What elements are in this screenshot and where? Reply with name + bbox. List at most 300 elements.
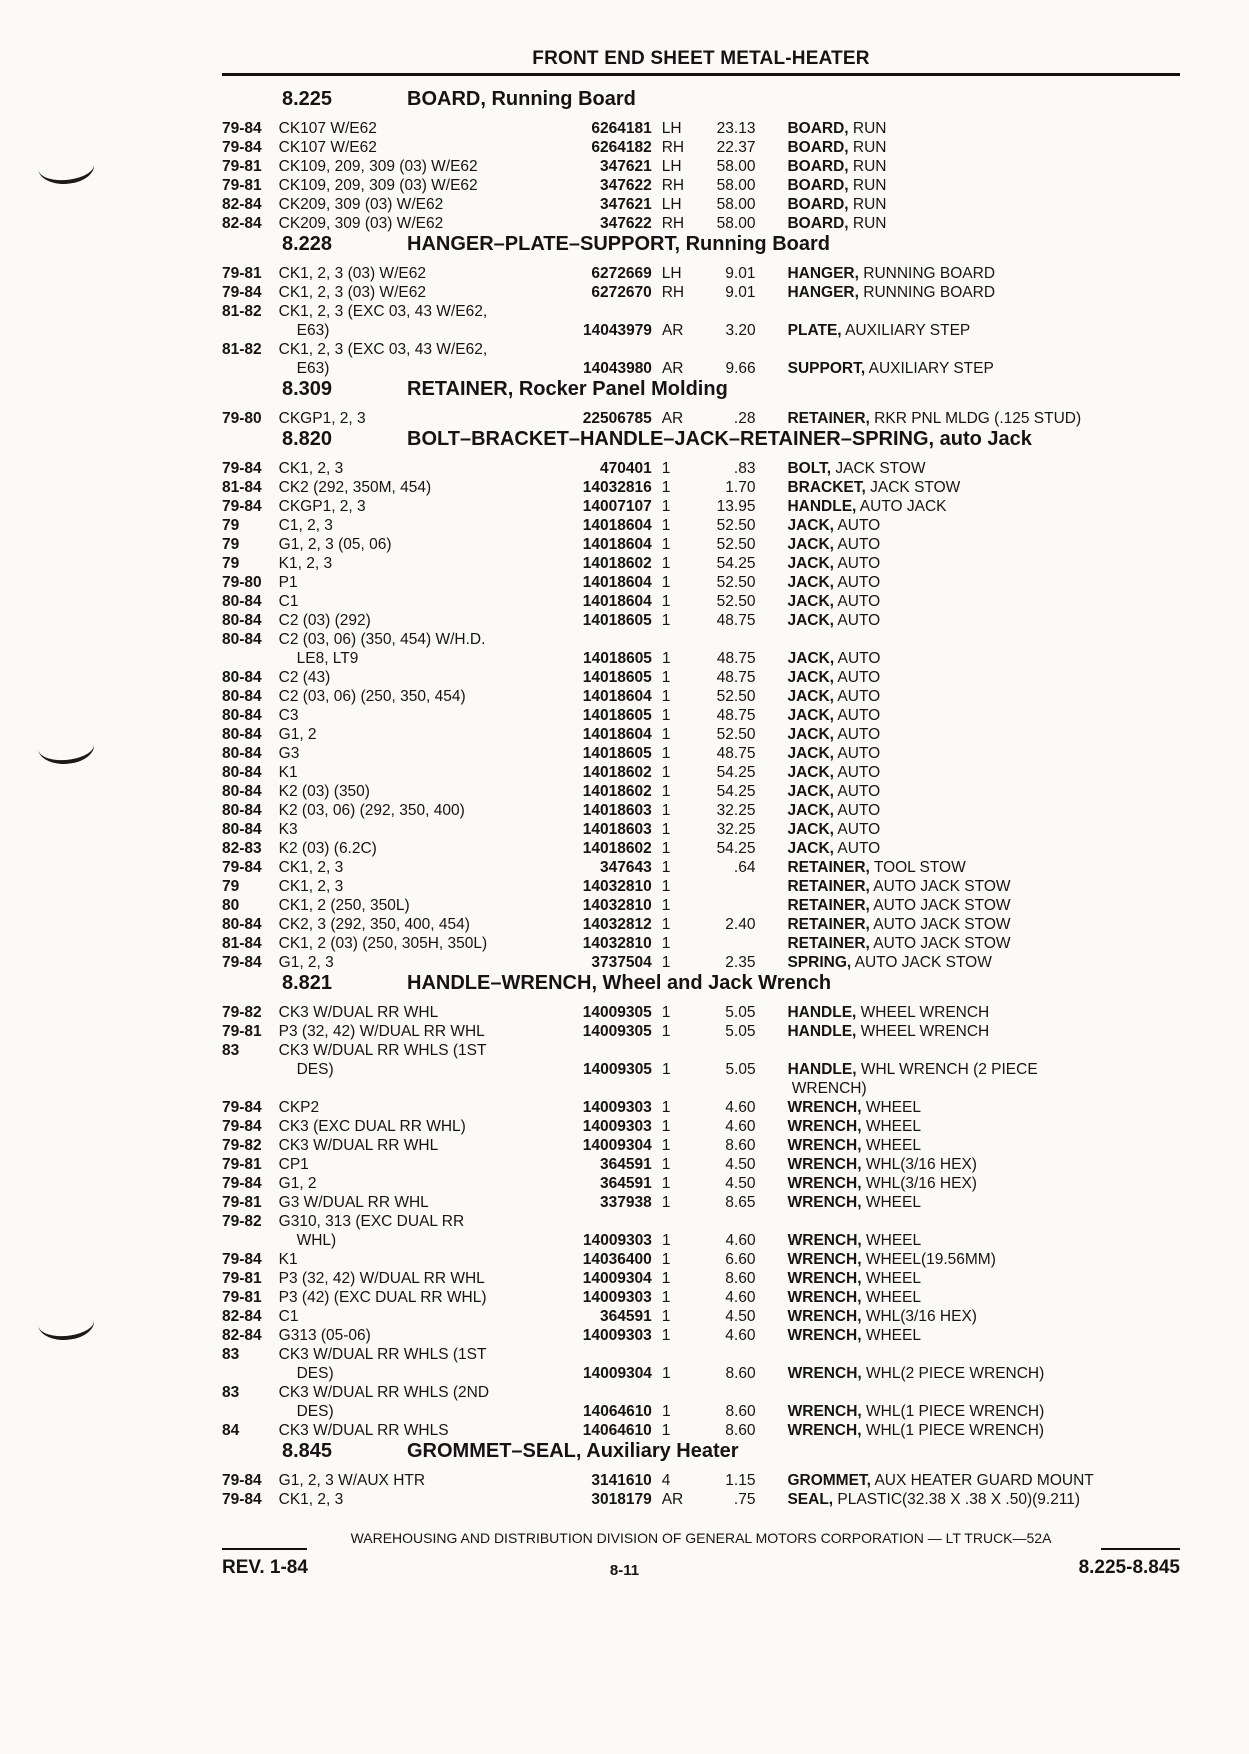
description-text: AUTO bbox=[837, 745, 881, 762]
quantity: 1 bbox=[661, 1156, 671, 1173]
description-text: AUTO JACK STOW bbox=[854, 954, 992, 971]
description-text: AUTO JACK STOW bbox=[873, 916, 1011, 933]
part-description bbox=[756, 321, 1182, 340]
price: 52.50 bbox=[716, 517, 756, 534]
part-description bbox=[755, 706, 1182, 725]
description-keyword: RETAINER, bbox=[787, 897, 870, 914]
quantity: 1 bbox=[661, 1232, 671, 1249]
part-row bbox=[222, 1250, 1182, 1269]
price: 9.01 bbox=[725, 265, 756, 282]
part-number: 22506785 bbox=[582, 410, 652, 427]
part-row bbox=[222, 1402, 1182, 1421]
quantity bbox=[652, 1383, 697, 1402]
price: .75 bbox=[733, 1491, 756, 1508]
model-year bbox=[222, 1079, 278, 1098]
part-description bbox=[755, 1345, 1182, 1364]
description-keyword: GROMMET, bbox=[787, 1472, 871, 1489]
price: 4.50 bbox=[725, 1156, 756, 1173]
part-row bbox=[222, 1269, 1182, 1288]
description-text: RUN bbox=[852, 215, 887, 232]
part-number: 6264182 bbox=[591, 139, 652, 156]
model-application: CK1, 2, 3 bbox=[278, 1491, 344, 1508]
description-text: WHL(2 PIECE WRENCH) bbox=[866, 1365, 1045, 1382]
price bbox=[697, 630, 756, 649]
description-keyword: WRENCH, bbox=[787, 1327, 862, 1344]
part-row bbox=[222, 1174, 1182, 1193]
description-keyword: RETAINER, bbox=[787, 859, 870, 876]
part-number: 14018604 bbox=[582, 688, 652, 705]
model-year: 79 bbox=[222, 555, 240, 572]
model-year: 79-84 bbox=[222, 498, 262, 515]
model-application: CK3 W/DUAL RR WHL bbox=[278, 1004, 439, 1021]
model-year bbox=[222, 1402, 279, 1421]
description-keyword: HANDLE, bbox=[787, 1061, 857, 1078]
model-application: E63) bbox=[296, 360, 330, 377]
description-keyword: SPRING, bbox=[787, 954, 852, 971]
model-year: 83 bbox=[222, 1384, 240, 1401]
model-year: 80-84 bbox=[222, 707, 262, 724]
model-year: 80-84 bbox=[222, 916, 262, 933]
model-application: CK209, 309 (03) W/E62 bbox=[278, 215, 444, 232]
model-year bbox=[222, 1231, 279, 1250]
part-number: 6272669 bbox=[591, 265, 652, 282]
description-keyword: WRENCH, bbox=[787, 1251, 862, 1268]
part-description bbox=[755, 877, 1182, 896]
price: 8.60 bbox=[725, 1270, 756, 1287]
price: 13.95 bbox=[716, 498, 756, 515]
part-number: 470401 bbox=[599, 460, 652, 477]
model-year: 79-84 bbox=[222, 1118, 262, 1135]
section-heading bbox=[222, 428, 1182, 459]
part-description bbox=[755, 668, 1182, 687]
model-year: 80-84 bbox=[222, 764, 262, 781]
quantity: 1 bbox=[661, 1118, 671, 1135]
description-keyword: JACK, bbox=[787, 593, 834, 610]
price: 5.05 bbox=[725, 1061, 756, 1078]
section-title: HANGER–PLATE–SUPPORT, Running Board bbox=[407, 233, 830, 255]
part-number: 14009303 bbox=[582, 1327, 652, 1344]
part-number: 14018604 bbox=[582, 536, 652, 553]
model-application: E63) bbox=[296, 322, 330, 339]
part-row bbox=[222, 877, 1182, 896]
part-description bbox=[755, 934, 1182, 953]
quantity bbox=[652, 302, 697, 321]
model-application: CK1, 2, 3 (EXC 03, 43 W/E62, bbox=[278, 303, 488, 320]
description-text: WHEEL bbox=[865, 1270, 921, 1287]
part-row bbox=[222, 119, 1182, 138]
quantity: 1 bbox=[661, 498, 671, 515]
part-row bbox=[222, 1345, 1182, 1364]
footer-rule bbox=[222, 1548, 307, 1550]
quantity: 1 bbox=[661, 726, 671, 743]
description-text: AUTO bbox=[837, 821, 881, 838]
part-row bbox=[222, 801, 1182, 820]
model-year: 81-82 bbox=[222, 341, 262, 358]
model-application: P3 (32, 42) W/DUAL RR WHL bbox=[278, 1270, 485, 1287]
part-description bbox=[755, 1098, 1182, 1117]
price: 48.75 bbox=[716, 745, 756, 762]
part-row bbox=[222, 214, 1182, 233]
model-year: 81-82 bbox=[222, 303, 262, 320]
part-row bbox=[222, 516, 1182, 535]
price: 8.60 bbox=[725, 1365, 756, 1382]
price: 4.60 bbox=[725, 1118, 756, 1135]
model-year: 79-84 bbox=[222, 284, 262, 301]
part-number: 14018605 bbox=[582, 650, 652, 667]
model-year: 80-84 bbox=[222, 688, 262, 705]
model-year: 79-81 bbox=[222, 1270, 262, 1287]
price: 4.50 bbox=[725, 1175, 756, 1192]
model-application: CK107 W/E62 bbox=[278, 139, 377, 156]
price: 52.50 bbox=[716, 574, 756, 591]
part-row bbox=[222, 340, 1182, 359]
part-description bbox=[756, 649, 1182, 668]
part-number: 14043979 bbox=[582, 322, 652, 339]
quantity: 1 bbox=[661, 536, 671, 553]
part-row bbox=[222, 763, 1182, 782]
model-year: 79-81 bbox=[222, 1156, 262, 1173]
price: 48.75 bbox=[716, 669, 756, 686]
part-number: 14018605 bbox=[582, 669, 652, 686]
description-text: WHEEL bbox=[865, 1289, 921, 1306]
part-description bbox=[755, 896, 1182, 915]
model-application: G1, 2, 3 W/AUX HTR bbox=[278, 1472, 426, 1489]
description-text: RUN bbox=[852, 139, 887, 156]
model-year: 80-84 bbox=[222, 631, 262, 648]
model-year: 80-84 bbox=[222, 669, 262, 686]
model-application: C1, 2, 3 bbox=[278, 517, 333, 534]
part-row bbox=[222, 283, 1182, 302]
description-text: AUTO bbox=[837, 802, 881, 819]
quantity: AR bbox=[661, 360, 684, 377]
description-keyword: JACK, bbox=[787, 574, 834, 591]
part-description bbox=[755, 554, 1182, 573]
part-row bbox=[222, 744, 1182, 763]
description-keyword: WRENCH, bbox=[787, 1422, 862, 1439]
quantity bbox=[652, 630, 697, 649]
description-text: WRENCH) bbox=[791, 1080, 867, 1097]
price: 8.60 bbox=[725, 1137, 756, 1154]
part-number: 14009303 bbox=[582, 1232, 652, 1249]
model-year: 83 bbox=[222, 1346, 240, 1363]
part-row bbox=[222, 592, 1182, 611]
binder-hole-mark bbox=[36, 146, 96, 187]
model-application: CK3 W/DUAL RR WHLS (1ST bbox=[278, 1346, 487, 1363]
part-number: 3018179 bbox=[591, 1491, 652, 1508]
price bbox=[697, 302, 756, 321]
page-title: FRONT END SHEET METAL-HEATER bbox=[532, 48, 870, 69]
model-year: 79-81 bbox=[222, 158, 262, 175]
part-number: 14018603 bbox=[582, 802, 652, 819]
part-description bbox=[755, 611, 1182, 630]
part-number: 14018602 bbox=[582, 783, 652, 800]
model-application: G1, 2, 3 (05, 06) bbox=[278, 536, 392, 553]
description-text: WHL(1 PIECE WRENCH) bbox=[866, 1403, 1045, 1420]
page-number: 8-11 bbox=[609, 1562, 640, 1579]
part-row bbox=[222, 554, 1182, 573]
description-text: WHEEL bbox=[865, 1137, 921, 1154]
price: 32.25 bbox=[716, 802, 756, 819]
description-keyword: BOARD, bbox=[787, 196, 849, 213]
part-description bbox=[755, 1022, 1182, 1041]
section-number: 8.309 bbox=[282, 378, 333, 400]
model-application: K3 bbox=[278, 821, 298, 838]
model-year: 79-82 bbox=[222, 1137, 262, 1154]
part-number: 14009305 bbox=[582, 1004, 652, 1021]
part-number: 14036400 bbox=[582, 1251, 652, 1268]
part-row bbox=[222, 649, 1182, 668]
section-title: HANDLE–WRENCH, Wheel and Jack Wrench bbox=[407, 972, 832, 994]
part-number: 14009305 bbox=[582, 1061, 652, 1078]
part-row bbox=[222, 1490, 1182, 1509]
model-year: 79-81 bbox=[222, 1289, 262, 1306]
description-keyword: PLATE, bbox=[787, 322, 842, 339]
part-number: 6264181 bbox=[591, 120, 652, 137]
model-year: 79-81 bbox=[222, 1194, 262, 1211]
model-application: CK1, 2, 3 bbox=[278, 878, 344, 895]
price: 54.25 bbox=[716, 555, 756, 572]
part-row bbox=[222, 858, 1182, 877]
price bbox=[697, 896, 756, 915]
part-number bbox=[566, 1383, 652, 1402]
description-text: RUN bbox=[852, 177, 887, 194]
price: 58.00 bbox=[716, 177, 756, 194]
footer-division: WAREHOUSING AND DISTRIBUTION DIVISION OF GENERAL MOTORS CORPORATION — LT TRUCK—52A bbox=[350, 1530, 1052, 1546]
quantity: 1 bbox=[661, 764, 671, 781]
price: 3.20 bbox=[725, 322, 756, 339]
description-text: AUX HEATER GUARD MOUNT bbox=[874, 1472, 1094, 1489]
price bbox=[692, 1079, 750, 1098]
quantity: 1 bbox=[661, 1194, 671, 1211]
model-application: CK1, 2, 3 (EXC 03, 43 W/E62, bbox=[278, 341, 488, 358]
description-keyword: JACK, bbox=[787, 669, 834, 686]
model-year: 79-84 bbox=[222, 139, 262, 156]
description-keyword: HANDLE, bbox=[787, 498, 857, 515]
quantity: 1 bbox=[661, 821, 671, 838]
model-year: 79-81 bbox=[222, 1023, 262, 1040]
quantity: 1 bbox=[661, 612, 671, 629]
description-keyword: BOARD, bbox=[787, 139, 849, 156]
part-description bbox=[755, 138, 1182, 157]
part-description bbox=[756, 1402, 1182, 1421]
model-year: 82-83 bbox=[222, 840, 262, 857]
model-application: K2 (03, 06) (292, 350, 400) bbox=[278, 802, 465, 819]
part-number: 14009303 bbox=[582, 1118, 652, 1135]
quantity: RH bbox=[661, 284, 685, 301]
description-text: PLASTIC(32.38 X .38 X .50)(9.211) bbox=[837, 1491, 1081, 1508]
model-year: 79-81 bbox=[222, 265, 262, 282]
description-text: AUTO bbox=[837, 669, 881, 686]
model-application: LE8, LT9 bbox=[296, 650, 359, 667]
part-row bbox=[222, 497, 1182, 516]
model-year: 81-84 bbox=[222, 479, 262, 496]
section-heading bbox=[222, 972, 1182, 1003]
part-row bbox=[222, 953, 1182, 972]
part-description bbox=[755, 782, 1182, 801]
quantity: 1 bbox=[661, 954, 671, 971]
model-year bbox=[222, 1364, 279, 1383]
model-application: P3 (42) (EXC DUAL RR WHL) bbox=[278, 1289, 487, 1306]
model-application: C2 (03, 06) (250, 350, 454) bbox=[278, 688, 466, 705]
description-keyword: HANDLE, bbox=[787, 1023, 857, 1040]
part-description bbox=[755, 340, 1182, 359]
description-keyword: WRENCH, bbox=[787, 1137, 862, 1154]
description-keyword: BOARD, bbox=[787, 120, 849, 137]
part-number: 14009303 bbox=[582, 1099, 652, 1116]
part-description bbox=[755, 763, 1182, 782]
part-description bbox=[755, 573, 1182, 592]
model-year: 79-84 bbox=[222, 1472, 262, 1489]
description-text: AUTO JACK STOW bbox=[873, 897, 1011, 914]
quantity bbox=[652, 1345, 697, 1364]
part-row bbox=[222, 782, 1182, 801]
quantity: 1 bbox=[661, 688, 671, 705]
model-application: C1 bbox=[278, 593, 299, 610]
model-application: CK1, 2, 3 (03) W/E62 bbox=[278, 284, 426, 301]
quantity: 1 bbox=[661, 802, 671, 819]
model-application: CK1, 2 (250, 350L) bbox=[278, 897, 410, 914]
model-application: P1 bbox=[278, 574, 298, 591]
description-text: AUTO bbox=[837, 612, 881, 629]
model-application: CK3 (EXC DUAL RR WHL) bbox=[278, 1118, 466, 1135]
description-keyword: WRENCH, bbox=[787, 1308, 862, 1325]
part-description bbox=[755, 1155, 1182, 1174]
model-year: 79-84 bbox=[222, 1099, 262, 1116]
model-application: DES) bbox=[296, 1365, 334, 1382]
part-description bbox=[755, 119, 1182, 138]
part-description bbox=[755, 478, 1182, 497]
quantity: 1 bbox=[661, 1365, 671, 1382]
model-year: 80-84 bbox=[222, 593, 262, 610]
model-application: CK2, 3 (292, 350, 400, 454) bbox=[278, 916, 470, 933]
part-description bbox=[755, 801, 1182, 820]
description-text: AUTO bbox=[837, 593, 881, 610]
price: 54.25 bbox=[716, 764, 756, 781]
part-description bbox=[755, 1326, 1182, 1345]
part-description bbox=[755, 953, 1182, 972]
model-application: CK3 W/DUAL RR WHLS (2ND bbox=[278, 1384, 490, 1401]
part-row bbox=[222, 1193, 1182, 1212]
description-text: WHL(3/16 HEX) bbox=[865, 1156, 977, 1173]
part-number: 14009304 bbox=[582, 1270, 652, 1287]
price bbox=[697, 1383, 756, 1402]
part-number: 14009304 bbox=[582, 1365, 652, 1382]
price: 5.05 bbox=[725, 1023, 756, 1040]
part-description bbox=[755, 1193, 1182, 1212]
model-application: G313 (05-06) bbox=[278, 1327, 371, 1344]
part-row bbox=[222, 1041, 1182, 1060]
part-row bbox=[222, 1364, 1182, 1383]
price: 52.50 bbox=[716, 726, 756, 743]
part-number bbox=[566, 302, 652, 321]
part-number: 14018605 bbox=[582, 612, 652, 629]
price: 22.37 bbox=[716, 139, 756, 156]
model-application: CK2 (292, 350M, 454) bbox=[278, 479, 432, 496]
model-year: 79-84 bbox=[222, 1175, 262, 1192]
part-number: 14018602 bbox=[582, 555, 652, 572]
part-number: 14032812 bbox=[582, 916, 652, 933]
description-text: WHEEL bbox=[865, 1194, 921, 1211]
price bbox=[697, 340, 756, 359]
model-application bbox=[278, 1079, 562, 1098]
section-range: 8.225-8.845 bbox=[1078, 1557, 1180, 1578]
part-row bbox=[222, 1060, 1182, 1079]
model-application: C2 (03) (292) bbox=[278, 612, 371, 629]
part-number: 3737504 bbox=[591, 954, 652, 971]
model-application: K1 bbox=[278, 1251, 298, 1268]
model-application: CK1, 2, 3 bbox=[278, 859, 344, 876]
price: 52.50 bbox=[716, 688, 756, 705]
description-keyword: JACK, bbox=[787, 821, 834, 838]
price: 4.60 bbox=[725, 1232, 756, 1249]
description-keyword: HANGER, bbox=[787, 284, 859, 301]
price: 2.35 bbox=[725, 954, 756, 971]
part-row bbox=[222, 535, 1182, 554]
part-number: 14018605 bbox=[582, 707, 652, 724]
binder-hole-mark bbox=[36, 1302, 96, 1343]
description-text: WHL WRENCH (2 PIECE bbox=[860, 1061, 1038, 1078]
section-heading bbox=[222, 233, 1182, 264]
section-heading bbox=[222, 378, 1182, 409]
part-description bbox=[755, 264, 1182, 283]
price: 2.40 bbox=[725, 916, 756, 933]
part-number: 364591 bbox=[599, 1175, 652, 1192]
model-year: 81-84 bbox=[222, 935, 262, 952]
description-text: WHEEL bbox=[865, 1118, 921, 1135]
description-keyword: RETAINER, bbox=[787, 916, 870, 933]
part-number: 14007107 bbox=[582, 498, 652, 515]
part-row bbox=[222, 176, 1182, 195]
quantity: 1 bbox=[661, 1175, 671, 1192]
model-application: G1, 2 bbox=[278, 726, 317, 743]
description-keyword: BOARD, bbox=[787, 215, 849, 232]
model-application: DES) bbox=[296, 1403, 334, 1420]
parts-listing bbox=[222, 88, 1182, 1509]
model-year: 83 bbox=[222, 1042, 240, 1059]
description-keyword: JACK, bbox=[787, 650, 835, 667]
quantity: 1 bbox=[661, 574, 671, 591]
part-row bbox=[222, 896, 1182, 915]
quantity: RH bbox=[661, 139, 685, 156]
description-keyword: JACK, bbox=[787, 536, 834, 553]
part-description bbox=[756, 359, 1182, 378]
quantity: 1 bbox=[661, 1308, 671, 1325]
model-year: 79-84 bbox=[222, 460, 262, 477]
part-row bbox=[222, 934, 1182, 953]
model-year: 79-84 bbox=[222, 120, 262, 137]
description-keyword: WRENCH, bbox=[787, 1270, 862, 1287]
description-keyword: JACK, bbox=[787, 612, 834, 629]
header-rule bbox=[222, 73, 1180, 76]
quantity: 1 bbox=[661, 1327, 671, 1344]
model-application: CKGP1, 2, 3 bbox=[278, 410, 366, 427]
part-description bbox=[755, 1212, 1182, 1231]
section-title: BOLT–BRACKET–HANDLE–JACK–RETAINER–SPRING, auto Jack bbox=[407, 428, 1032, 450]
part-number: 364591 bbox=[599, 1156, 652, 1173]
part-description bbox=[755, 302, 1182, 321]
part-description bbox=[755, 592, 1182, 611]
description-text: RUN bbox=[852, 158, 887, 175]
description-keyword: WRENCH, bbox=[787, 1403, 862, 1420]
price: 48.75 bbox=[716, 612, 756, 629]
quantity: 1 bbox=[661, 555, 671, 572]
description-keyword: BOLT, bbox=[787, 460, 832, 477]
part-row bbox=[222, 668, 1182, 687]
quantity: AR bbox=[661, 410, 684, 427]
part-number: 347622 bbox=[599, 177, 652, 194]
part-description bbox=[755, 839, 1182, 858]
model-year: 80 bbox=[222, 897, 240, 914]
